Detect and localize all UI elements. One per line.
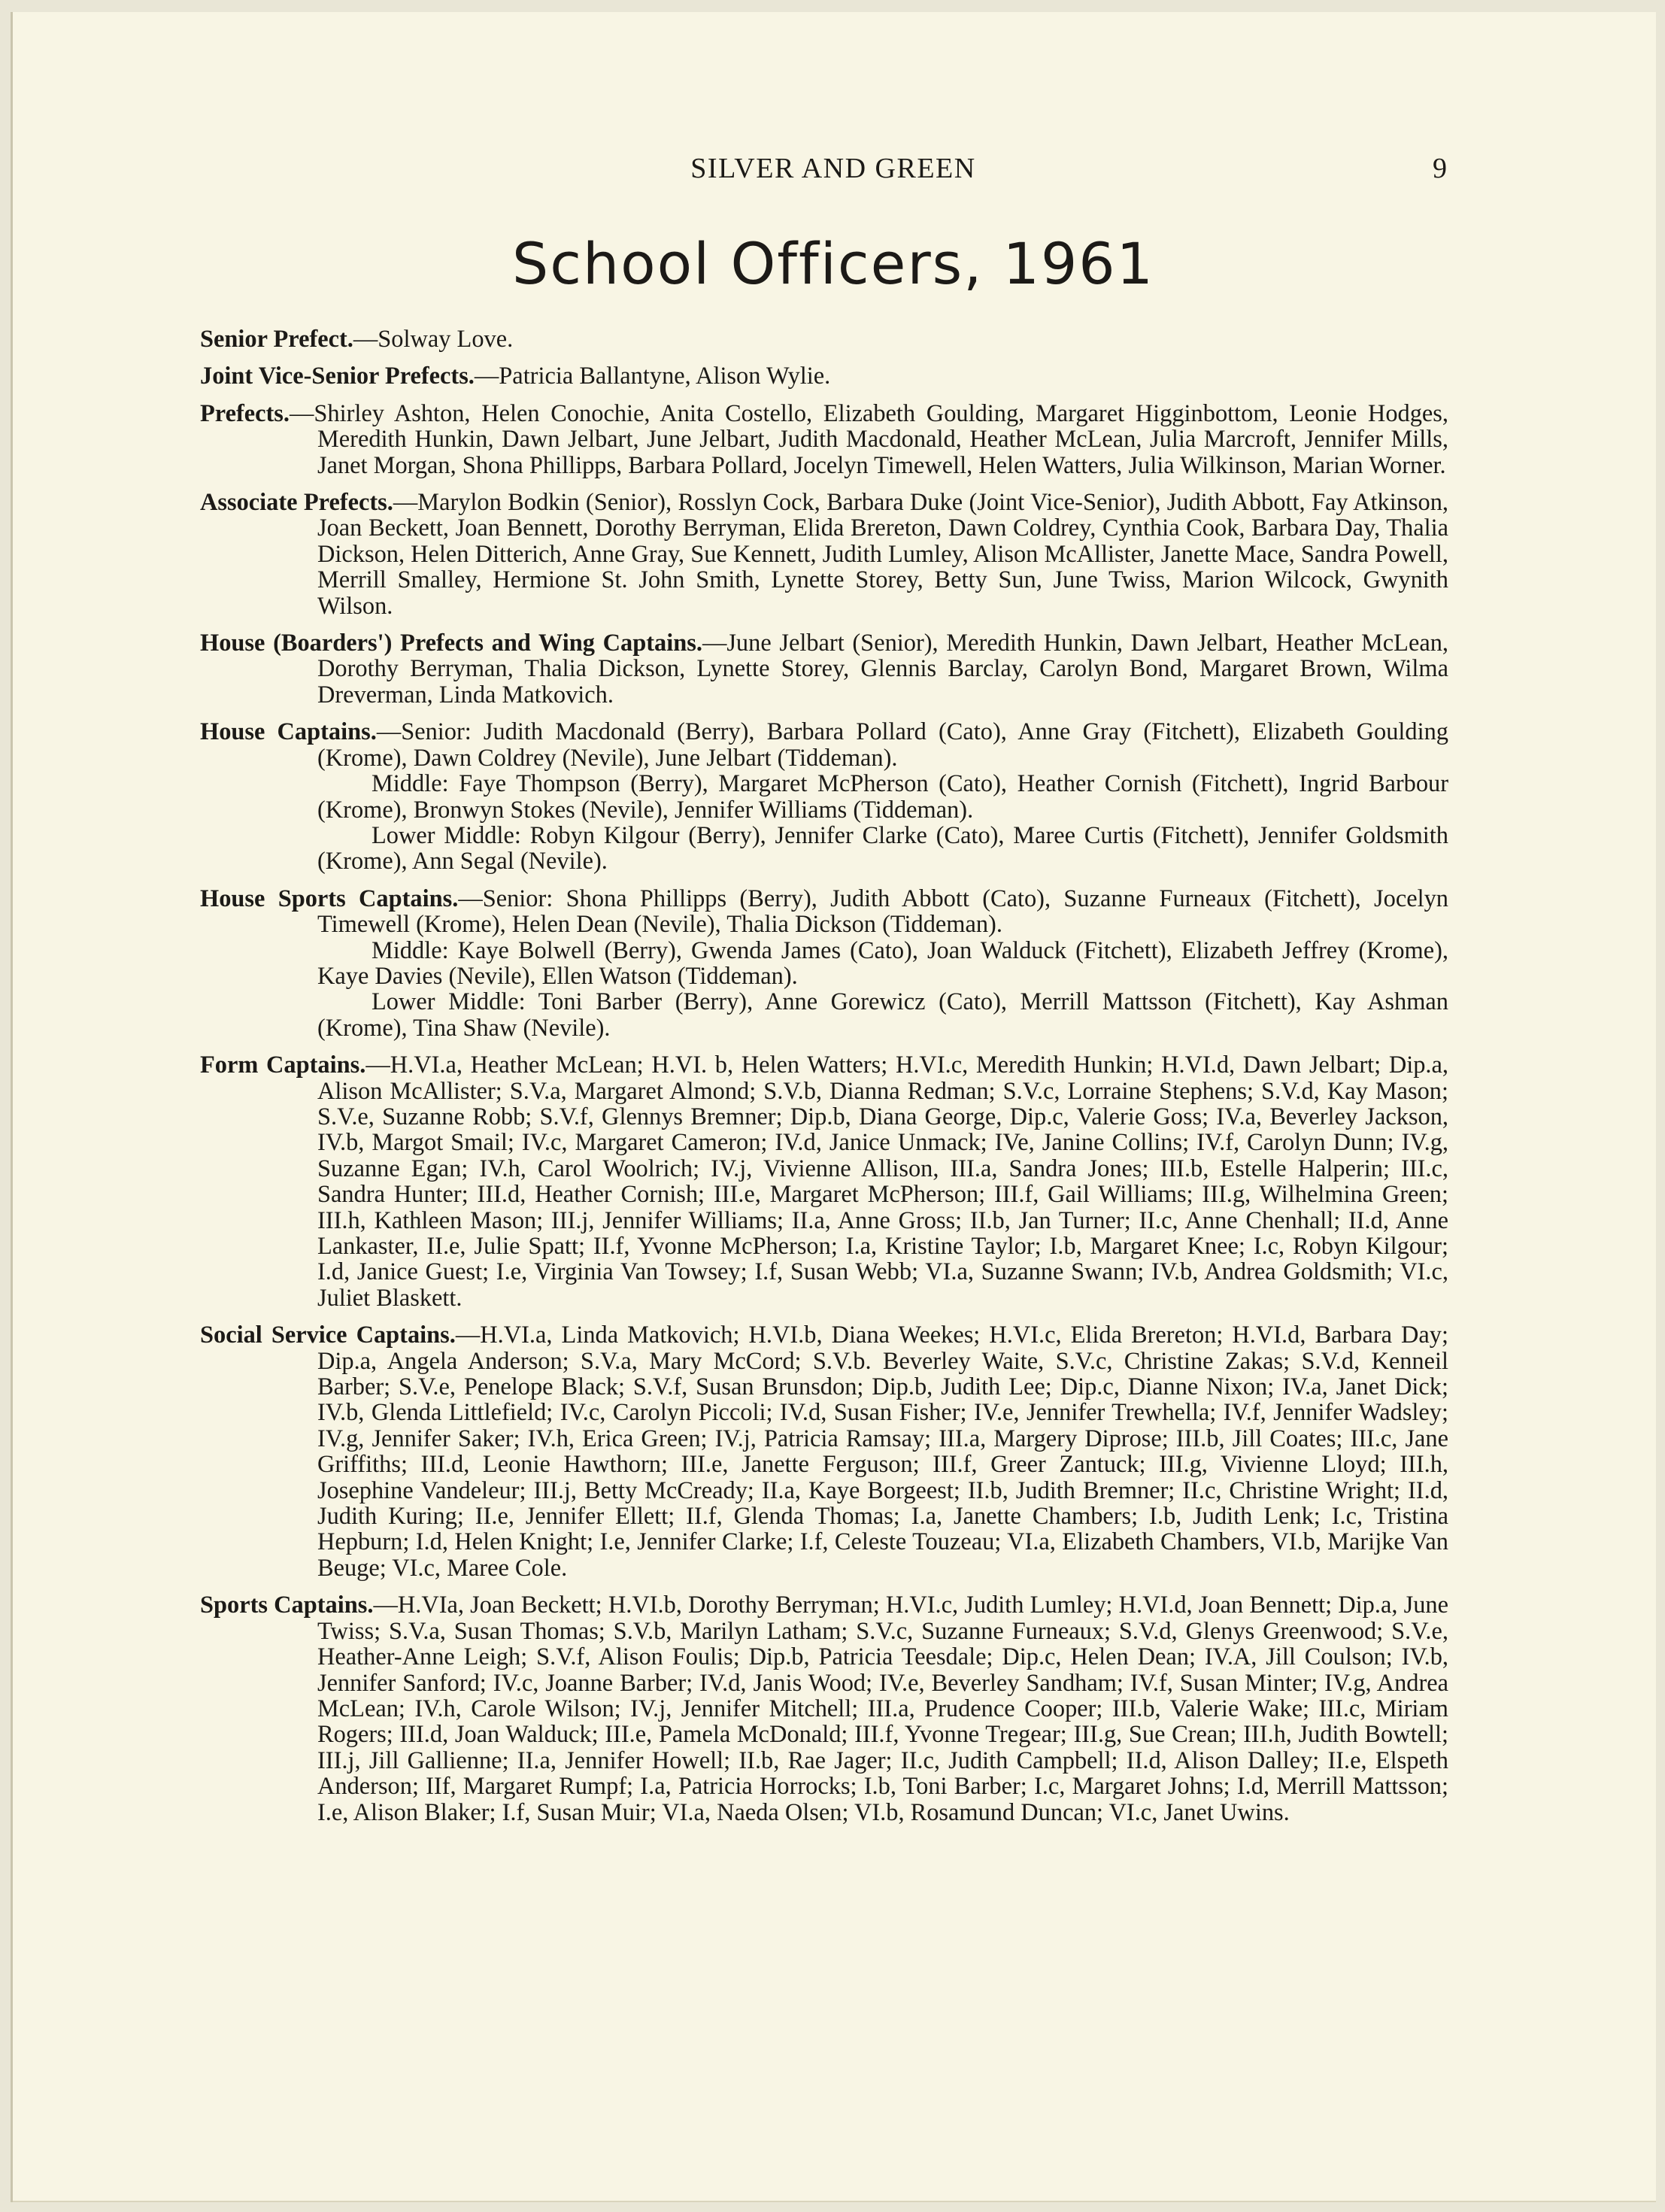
entry-heading: Senior Prefect.: [200, 326, 353, 353]
entry-heading: Associate Prefects.: [200, 489, 393, 517]
entry-text: —H.VI.a, Heather McLean; H.VI. b, Helen Watters; H.VI.c, Meredith Hunkin; H.VI.d, Dawn Jelbart; Dip.a, Alison McAllister; S.V.a, Margaret Almond; S.V.b, Dianna Redman; S.V.c, Lorraine Stephens; S.V.d, Kay Mason; S.V.e, Suzanne Robb; S.V.f, Glennys Bremner; Dip.b, Diana George, Dip.c, Valerie Goss; IV.a, Beverley Jackson, IV.b, Margot Smail; IV.c, Margaret Cameron; IV.d, Janice Unmack; IVe, Janine Collins; IV.f, Carolyn Dunn; IV.g, Suzanne Egan; IV.h, Carol Woolrich; IV.j, Vivienne Allison, III.a, Sandra Jones; III.b, Estelle Halperin; III.c, Sandra Hunter; III.d, Heather Cornish; III.e, Margaret McPherson; III.f, Gail Williams; III.g, Wilhelmina Green; III.h, Kathleen Mason; III.j, Jennifer Williams; II.a, Anne Gross; II.b, Jan Turner; II.c, Anne Chenhall; II.d, Anne Lankaster, II.e, Julie Spatt; II.f, Yvonne McPherson; I.a, Kristine Taylor; I.b, Margaret Knee; I.c, Robyn Kilgour; I.d, Janice Guest; I.e, Virginia Van Towsey; I.f, Susan Webb; VI.a, Suzanne Swann; IV.b, Andrea Goldsmith; VI.c, Juliet Blaskett.: [317, 1051, 1448, 1312]
entry-text: —Shirley Ashton, Helen Conochie, Anita Costello, Elizabeth Goulding, Margaret Higginbottom, Leonie Hodges, Meredith Hunkin, Dawn Jelbart, June Jelbart, Judith Macdonald, Heather McLean, Julia Marcroft, Jennifer Mills, Janet Morgan, Shona Phillipps, Barbara Pollard, Jocelyn Timewell, Helen Watters, Julia Wilkinson, Marian Worner.: [289, 399, 1448, 479]
entry-heading: Joint Vice-Senior Prefects.: [200, 363, 475, 390]
entry-heading: House Sports Captains.: [200, 884, 459, 912]
entry-subsection-middle: Middle: Faye Thompson (Berry), Margaret McPherson (Cato), Heather Cornish (Fitchett), Ingrid Barbour (Krome), Bronwyn Stokes (Nevile), Jennifer Williams (Tiddeman).: [317, 770, 1448, 824]
entry-heading: House Captains.: [200, 718, 377, 746]
entry-heading: Prefects.: [200, 399, 290, 427]
entry-text: —Senior: Judith Macdonald (Berry), Barbara Pollard (Cato), Anne Gray (Fitchett), Elizabeth Goulding (Krome), Dawn Coldrey (Nevile), June Jelbart (Tiddeman).: [317, 718, 1448, 772]
entry-social-service-captains: [200, 1322, 1448, 1581]
document-page: [11, 12, 1656, 2202]
entry-heading: House (Boarders') Prefects and Wing Captains.: [200, 630, 702, 657]
entry-subsection-middle: Middle: Kaye Bolwell (Berry), Gwenda James (Cato), Joan Walduck (Fitchett), Elizabeth Jeffrey (Krome), Kaye Davies (Nevile), Ellen Watson (Tiddeman).: [317, 936, 1448, 990]
entry-heading: Social Service Captains.: [200, 1321, 456, 1349]
entry-subsection-lower-middle: Lower Middle: Robyn Kilgour (Berry), Jennifer Clarke (Cato), Maree Curtis (Fitchett), Jennifer Goldsmith (Krome), Ann Segal (Nevile).: [317, 821, 1448, 875]
entry-form-captains: [200, 1052, 1448, 1311]
entry-house-prefects-wing-captains: [200, 630, 1448, 708]
entry-associate-prefects: [200, 490, 1448, 619]
entry-text: —June Jelbart (Senior), Meredith Hunkin, Dawn Jelbart, Heather McLean, Dorothy Berryman, Thalia Dickson, Lynette Storey, Glennis Barclay, Carolyn Bond, Margaret Brown, Wilma Dreverman, Linda Matkovich.: [317, 630, 1449, 709]
entry-joint-vice-senior-prefects: [200, 363, 1448, 389]
entry-sports-captains: [200, 1592, 1448, 1825]
entry-subsection-lower-middle: Lower Middle: Toni Barber (Berry), Anne Gorewicz (Cato), Merrill Mattsson (Fitchett), Kay Ashman (Krome), Tina Shaw (Nevile).: [317, 988, 1448, 1042]
entry-prefects: [200, 401, 1448, 478]
entry-house-sports-captains: [200, 886, 1448, 1041]
officers-list: [200, 326, 1448, 1837]
entry-text: —H.VIa, Joan Beckett; H.VI.b, Dorothy Berryman; H.VI.c, Judith Lumley; H.VI.d, Joan Bennett; Dip.a, June Twiss; S.V.a, Susan Thomas; S.V.b, Marilyn Latham; S.V.c, Suzanne Furneaux; S.V.d, Glenys Greenwood; S.V.e, Heather-Anne Leigh; S.V.f, Alison Foulis; Dip.b, Patricia Teesdale; Dip.c, Helen Dean; IV.A, Jill Coulson; IV.b, Jennifer Sanford; IV.c, Joanne Barber; IV.d, Janis Wood; IV.e, Beverley Sandham; IV.f, Susan Minter; IV.g, Andrea McLean; IV.h, Carole Wilson; IV.j, Jennifer Mitchell; III.a, Prudence Cooper; III.b, Valerie Wake; III.c, Miriam Rogers; III.d, Joan Walduck; III.e, Pamela McDonald; III.f, Yvonne Tregear; III.g, Sue Crean; III.h, Judith Bowtell; III.j, Jill Gallienne; II.a, Jennifer Howell; II.b, Rae Jager; II.c, Judith Campbell; II.d, Alison Dalley; II.e, Elspeth Anderson; IIf, Margaret Rumpf; I.a, Patricia Horrocks; I.b, Toni Barber; I.c, Margaret Johns; I.d, Merrill Mattsson; I.e, Alison Blaker; I.f, Susan Muir; VI.a, Naeda Olsen; VI.b, Rosamund Duncan; VI.c, Janet Uwins.: [317, 1591, 1448, 1826]
entry-text: —Senior: Shona Phillipps (Berry), Judith Abbott (Cato), Suzanne Furneaux (Fitchett), Jocelyn Timewell (Krome), Helen Dean (Nevile), Thalia Dickson (Tiddeman).: [317, 884, 1448, 939]
entry-house-captains: [200, 719, 1448, 874]
entry-heading: Form Captains.: [200, 1051, 366, 1079]
entry-text: —Marylon Bodkin (Senior), Rosslyn Cock, Barbara Duke (Joint Vice-Senior), Judith Abbott, Fay Atkinson, Joan Beckett, Joan Bennett, Dorothy Berryman, Elida Brereton, Dawn Coldrey, Cynthia Cook, Barbara Day, Thalia Dickson, Helen Ditterich, Anne Gray, Sue Kennett, Judith Lumley, Alison McAllister, Janette Mace, Sandra Powell, Merrill Smalley, Hermione St. John Smith, Lynette Storey, Betty Sun, June Twiss, Marion Wilcock, Gwynith Wilson.: [317, 489, 1448, 620]
page-header: [11, 152, 1656, 190]
page-title: School Officers, 1961: [511, 230, 1155, 297]
entry-text: —H.VI.a, Linda Matkovich; H.VI.b, Diana Weekes; H.VI.c, Elida Brereton; H.VI.d, Barbara Day; Dip.a, Angela Anderson; S.V.a, Mary McCord; S.V.b. Beverley Waite, S.V.c, Christine Zakas; S.V.d, Kenneil Barber; S.V.e, Penelope Black; S.V.f, Susan Brunsdon; Dip.b, Judith Lee; Dip.c, Dianne Nixon; IV.a, Janet Dick; IV.b, Glenda Littlefield; IV.c, Carolyn Piccoli; IV.d, Susan Fisher; IV.e, Jennifer Trewhella; IV.f, Jennifer Wadsley; IV.g, Jennifer Saker; IV.h, Erica Green; IV.j, Patricia Ramsay; III.a, Margery Diprose; III.b, Jill Coates; III.c, Jane Griffiths; III.d, Leonie Hawthorn; III.e, Janette Ferguson; III.f, Greer Zantuck; III.g, Vivienne Lloyd; III.h, Josephine Vandeleur; III.j, Betty McCready; II.a, Kaye Borgeest; II.b, Judith Bremner; II.c, Christine Wright; II.d, Judith Kuring; II.e, Jennifer Ellett; II.f, Glenda Thomas; I.a, Janette Chambers; I.b, Judith Lenk; I.c, Tristina Hepburn; I.d, Helen Knight; I.e, Jennifer Clarke; I.f, Celeste Touzeau; VI.a, Elizabeth Chambers, VI.b, Marijke Van Beuge; VI.c, Maree Cole.: [317, 1321, 1448, 1582]
entry-heading: Sports Captains.: [200, 1591, 374, 1619]
entry-text: —Patricia Ballantyne, Alison Wylie.: [474, 363, 831, 390]
entry-senior-prefect: [200, 326, 1448, 352]
running-head: SILVER AND GREEN: [690, 153, 976, 184]
page-number: 9: [1433, 153, 1447, 184]
entry-text: —Solway Love.: [353, 326, 514, 353]
